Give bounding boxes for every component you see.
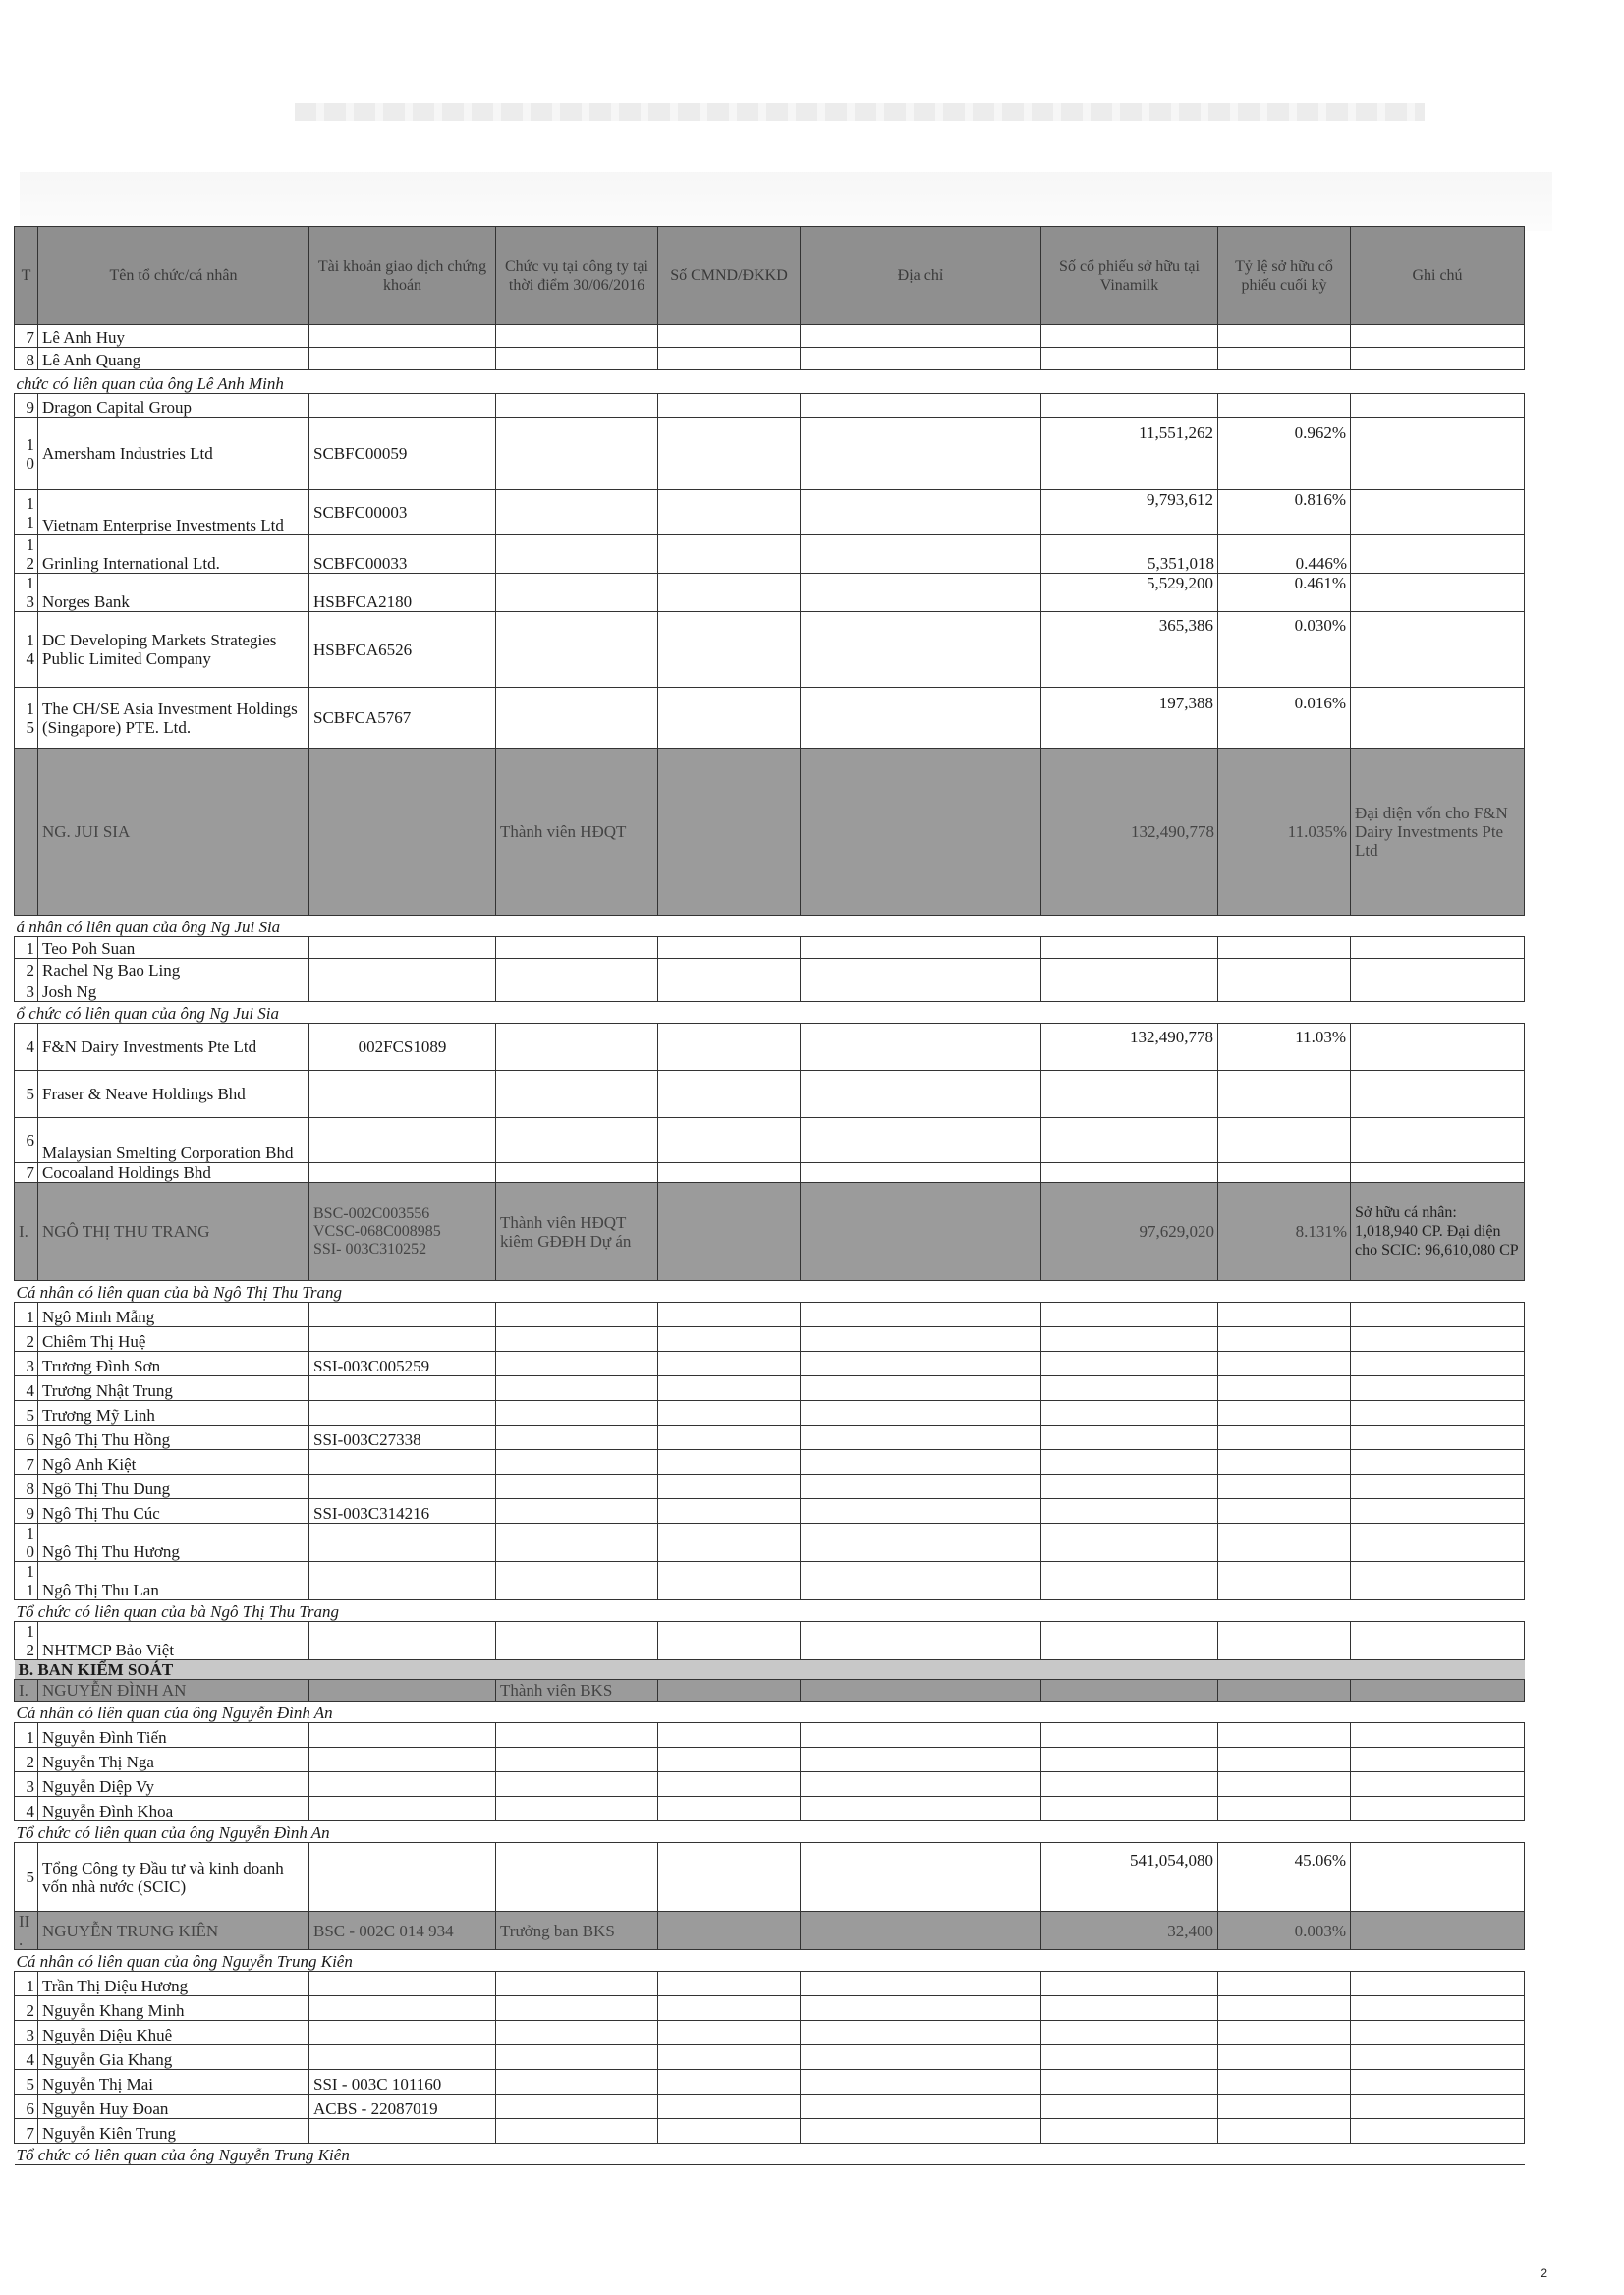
header-address: Địa chỉ <box>801 227 1041 325</box>
row-name: Tổng Công ty Đầu tư và kinh doanh vốn nhà nước (SCIC) <box>38 1843 309 1912</box>
table-row <box>15 1450 1525 1475</box>
table-row <box>15 1352 1525 1376</box>
row-name: Dragon Capital Group <box>38 394 309 418</box>
page-number: 2 <box>1540 2267 1547 2280</box>
row-number: 6 <box>15 2095 38 2119</box>
member-stt: II. <box>15 1912 38 1950</box>
table-row <box>15 574 1525 612</box>
table-row <box>15 688 1525 749</box>
table-row <box>15 1972 1525 1996</box>
row-number: 10 <box>15 418 38 490</box>
row-name: Vietnam Enterprise Investments Ltd <box>38 490 309 535</box>
row-name: Lê Anh Quang <box>38 348 309 370</box>
section-label: chức có liên quan của ông Lê Anh Minh <box>15 370 1525 394</box>
table-row <box>15 325 1525 348</box>
row-ratio: 0.016% <box>1218 688 1351 749</box>
row-name: Nguyễn Thị Nga <box>38 1748 309 1772</box>
row-ratio: 11.03% <box>1218 1024 1351 1071</box>
member-stt: I. <box>15 1680 38 1702</box>
member-shares: 32,400 <box>1041 1912 1218 1950</box>
member-name: NGÔ THỊ THU TRANG <box>38 1183 309 1281</box>
faded-title-line <box>295 103 1425 121</box>
table-row <box>15 2119 1525 2144</box>
section-label: á nhân có liên quan của ông Ng Jui Sia <box>15 916 1525 937</box>
section-heading <box>15 2144 1525 2165</box>
row-number: 3 <box>15 1352 38 1376</box>
row-shares: 5,351,018 <box>1041 535 1218 574</box>
header-id: Số CMND/ĐKKD <box>658 227 801 325</box>
row-number: 9 <box>15 1499 38 1524</box>
row-number: 10 <box>15 1524 38 1562</box>
member-account: BSC - 002C 014 934 <box>309 1912 496 1950</box>
row-name: Trương Mỹ Linh <box>38 1401 309 1426</box>
row-shares: 132,490,778 <box>1041 1024 1218 1071</box>
row-name: Nguyễn Thị Mai <box>38 2070 309 2095</box>
table-header-row <box>15 227 1525 325</box>
row-name: Trương Nhật Trung <box>38 1376 309 1401</box>
row-name: Cocoaland Holdings Bhd <box>38 1163 309 1183</box>
section-label: B. BAN KIỂM SOÁT <box>15 1660 1525 1680</box>
table-row <box>15 1426 1525 1450</box>
header-position: Chức vụ tại công ty tại thời điểm 30/06/2016 <box>496 227 658 325</box>
section-heading <box>15 1002 1525 1024</box>
section-heading <box>15 1660 1525 1680</box>
row-name: Chiêm Thị Huệ <box>38 1327 309 1352</box>
section-label: Cá nhân có liên quan của ông Nguyễn Trung Kiên <box>15 1950 1525 1972</box>
member-ratio: 0.003% <box>1218 1912 1351 1950</box>
row-name: Grinling International Ltd. <box>38 535 309 574</box>
row-number: 7 <box>15 1450 38 1475</box>
row-name: Ngô Anh Kiệt <box>38 1450 309 1475</box>
member-note: Sở hữu cá nhân: 1,018,940 CP. Đại diện cho SCIC: 96,610,080 CP <box>1351 1183 1525 1281</box>
member-position: Thành viên HĐQT <box>496 749 658 916</box>
row-number: 7 <box>15 325 38 348</box>
row-name: Nguyễn Đình Khoa <box>38 1797 309 1821</box>
row-name: Nguyễn Diệp Vy <box>38 1772 309 1797</box>
row-number: 1 <box>15 1723 38 1748</box>
row-shares: 5,529,200 <box>1041 574 1218 612</box>
table-row <box>15 612 1525 688</box>
table-row <box>15 2095 1525 2119</box>
member-name: NGUYỄN ĐÌNH AN <box>38 1680 309 1702</box>
row-name: Ngô Thị Thu Cúc <box>38 1499 309 1524</box>
section-heading <box>15 1821 1525 1843</box>
table-row <box>15 2021 1525 2045</box>
row-account: HSBFCA6526 <box>309 612 496 688</box>
row-name: Nguyễn Huy Đoan <box>38 2095 309 2119</box>
section-heading <box>15 370 1525 394</box>
row-number: 2 <box>15 1327 38 1352</box>
member-account: VCSC-068C008985 <box>313 1222 441 1240</box>
board-member-row <box>15 1183 1525 1281</box>
board-member-row <box>15 1680 1525 1702</box>
row-number: 5 <box>15 1401 38 1426</box>
header-stt: T <box>15 227 38 325</box>
row-number: 1 <box>15 1972 38 1996</box>
row-name: Ngô Thị Thu Dung <box>38 1475 309 1499</box>
table-row <box>15 1622 1525 1660</box>
table-row <box>15 1843 1525 1912</box>
header-ratio: Tỷ lệ sở hữu cổ phiếu cuối kỳ <box>1218 227 1351 325</box>
member-account: SSI- 003C310252 <box>313 1240 427 1258</box>
row-account: SSI-003C314216 <box>309 1499 496 1524</box>
member-name: NG. JUI SIA <box>38 749 309 916</box>
row-name: Ngô Thị Thu Lan <box>38 1562 309 1600</box>
row-account: SCBFC00059 <box>309 418 496 490</box>
member-shares: 132,490,778 <box>1041 749 1218 916</box>
header-shares: Số cổ phiếu sở hữu tại Vinamilk <box>1041 227 1218 325</box>
table-row <box>15 1797 1525 1821</box>
row-name: Teo Poh Suan <box>38 937 309 959</box>
row-number: 5 <box>15 2070 38 2095</box>
row-name: DC Developing Markets Strategies Public Limited Company <box>38 612 309 688</box>
row-number: 12 <box>15 1622 38 1660</box>
section-label: Cá nhân có liên quan của ông Nguyễn Đình An <box>15 1702 1525 1723</box>
row-number: 13 <box>15 574 38 612</box>
table-row <box>15 1118 1525 1163</box>
row-name: Nguyễn Gia Khang <box>38 2045 309 2070</box>
table-row <box>15 1723 1525 1748</box>
section-heading <box>15 1600 1525 1622</box>
row-account: SCBFC00033 <box>309 535 496 574</box>
row-number: 3 <box>15 2021 38 2045</box>
member-ratio: 11.035% <box>1218 749 1351 916</box>
row-account: SSI-003C27338 <box>309 1426 496 1450</box>
row-account: ACBS - 22087019 <box>309 2095 496 2119</box>
row-ratio: 0.446% <box>1218 535 1351 574</box>
row-number: 9 <box>15 394 38 418</box>
member-shares: 97,629,020 <box>1041 1183 1218 1281</box>
row-name: Josh Ng <box>38 980 309 1002</box>
table-row <box>15 1772 1525 1797</box>
row-account: SCBFC00003 <box>309 490 496 535</box>
member-note: Đại diện vốn cho F&N Dairy Investments Pte Ltd <box>1351 749 1525 916</box>
row-number: 3 <box>15 980 38 1002</box>
row-name: Malaysian Smelting Corporation Bhd <box>38 1118 309 1163</box>
table-row <box>15 490 1525 535</box>
row-number: 8 <box>15 348 38 370</box>
row-ratio: 0.816% <box>1218 490 1351 535</box>
row-name: NHTMCP Bảo Việt <box>38 1622 309 1660</box>
table-row <box>15 1748 1525 1772</box>
faded-stripe <box>20 172 1552 231</box>
table-row <box>15 1475 1525 1499</box>
row-number: 1 <box>15 1303 38 1327</box>
row-number: 5 <box>15 1843 38 1912</box>
row-number: 8 <box>15 1475 38 1499</box>
row-name: Ngô Thị Thu Hương <box>38 1524 309 1562</box>
row-name: Norges Bank <box>38 574 309 612</box>
member-name: NGUYỄN TRUNG KIÊN <box>38 1912 309 1950</box>
table-row <box>15 1562 1525 1600</box>
row-name: Fraser & Neave Holdings Bhd <box>38 1071 309 1118</box>
section-label: Tổ chức có liên quan của bà Ngô Thị Thu Trang <box>15 1600 1525 1622</box>
table-row <box>15 1376 1525 1401</box>
table-row <box>15 418 1525 490</box>
row-account: SCBFCA5767 <box>309 688 496 749</box>
row-account: HSBFCA2180 <box>309 574 496 612</box>
board-member-row <box>15 749 1525 916</box>
member-account: BSC-002C003556 <box>313 1204 430 1222</box>
section-heading <box>15 1281 1525 1303</box>
table-row <box>15 348 1525 370</box>
table-row <box>15 959 1525 980</box>
section-label: Cá nhân có liên quan của bà Ngô Thị Thu Trang <box>15 1281 1525 1303</box>
row-name: The CH/SE Asia Investment Holdings (Singapore) PTE. Ltd. <box>38 688 309 749</box>
row-name: Nguyễn Đình Tiến <box>38 1723 309 1748</box>
row-shares: 365,386 <box>1041 612 1218 688</box>
member-position: Thành viên HĐQT kiêm GĐĐH Dự án <box>496 1183 658 1281</box>
table-row <box>15 937 1525 959</box>
row-number: 1 <box>15 937 38 959</box>
row-ratio: 0.030% <box>1218 612 1351 688</box>
row-account: 002FCS1089 <box>309 1024 496 1071</box>
row-number: 2 <box>15 1996 38 2021</box>
row-name: Ngô Thị Thu Hồng <box>38 1426 309 1450</box>
row-number: 6 <box>15 1426 38 1450</box>
row-name: Ngô Minh Mẫng <box>38 1303 309 1327</box>
member-position: Thành viên BKS <box>496 1680 658 1702</box>
table-row <box>15 980 1525 1002</box>
table-row <box>15 1071 1525 1118</box>
row-number: 7 <box>15 2119 38 2144</box>
table-row <box>15 1499 1525 1524</box>
row-name: Trương Đình Sơn <box>38 1352 309 1376</box>
row-name: Amersham Industries Ltd <box>38 418 309 490</box>
section-heading <box>15 1950 1525 1972</box>
row-number: 3 <box>15 1772 38 1797</box>
table-row <box>15 394 1525 418</box>
member-stt: I. <box>15 1183 38 1281</box>
header-note: Ghi chú <box>1351 227 1525 325</box>
row-name: Nguyễn Kiên Trung <box>38 2119 309 2144</box>
section-label: Tổ chức có liên quan của ông Nguyễn Trung Kiên <box>15 2144 1525 2165</box>
row-number: 5 <box>15 1071 38 1118</box>
row-name: Rachel Ng Bao Ling <box>38 959 309 980</box>
table-row <box>15 535 1525 574</box>
table-row <box>15 2070 1525 2095</box>
row-ratio: 0.962% <box>1218 418 1351 490</box>
related-parties-table <box>14 226 1525 2165</box>
row-number: 7 <box>15 1163 38 1183</box>
header-account: Tài khoản giao dịch chứng khoán <box>309 227 496 325</box>
row-account: SSI-003C005259 <box>309 1352 496 1376</box>
row-number: 4 <box>15 1024 38 1071</box>
row-number: 4 <box>15 1797 38 1821</box>
row-shares: 11,551,262 <box>1041 418 1218 490</box>
table-row <box>15 1024 1525 1071</box>
row-name: Trần Thị Diệu Hương <box>38 1972 309 1996</box>
row-number: 6 <box>15 1118 38 1163</box>
header-name: Tên tổ chức/cá nhân <box>38 227 309 325</box>
row-number: 12 <box>15 535 38 574</box>
table-row <box>15 1996 1525 2021</box>
row-account: SSI - 003C 101160 <box>309 2070 496 2095</box>
row-ratio: 45.06% <box>1218 1843 1351 1912</box>
section-heading <box>15 916 1525 937</box>
row-name: Lê Anh Huy <box>38 325 309 348</box>
table-row <box>15 1401 1525 1426</box>
row-name: Nguyễn Diệu Khuê <box>38 2021 309 2045</box>
row-shares: 541,054,080 <box>1041 1843 1218 1912</box>
row-shares: 197,388 <box>1041 688 1218 749</box>
row-number: 14 <box>15 612 38 688</box>
row-shares: 9,793,612 <box>1041 490 1218 535</box>
member-position: Trưởng ban BKS <box>496 1912 658 1950</box>
member-ratio: 8.131% <box>1218 1183 1351 1281</box>
row-number: 2 <box>15 1748 38 1772</box>
row-number: 4 <box>15 1376 38 1401</box>
row-number: 15 <box>15 688 38 749</box>
row-name: F&N Dairy Investments Pte Ltd <box>38 1024 309 1071</box>
section-label: Tổ chức có liên quan của ông Nguyễn Đình An <box>15 1821 1525 1843</box>
table-row <box>15 1524 1525 1562</box>
board-member-row <box>15 1912 1525 1950</box>
row-number: 11 <box>15 1562 38 1600</box>
row-number: 2 <box>15 959 38 980</box>
section-label: ổ chức có liên quan của ông Ng Jui Sia <box>15 1002 1525 1024</box>
table-row <box>15 1327 1525 1352</box>
row-number: 4 <box>15 2045 38 2070</box>
row-name: Nguyễn Khang Minh <box>38 1996 309 2021</box>
table-row <box>15 1163 1525 1183</box>
table-row <box>15 1303 1525 1327</box>
faded-header-banner <box>0 0 1624 172</box>
row-ratio: 0.461% <box>1218 574 1351 612</box>
table-row <box>15 2045 1525 2070</box>
section-heading <box>15 1702 1525 1723</box>
row-number: 11 <box>15 490 38 535</box>
